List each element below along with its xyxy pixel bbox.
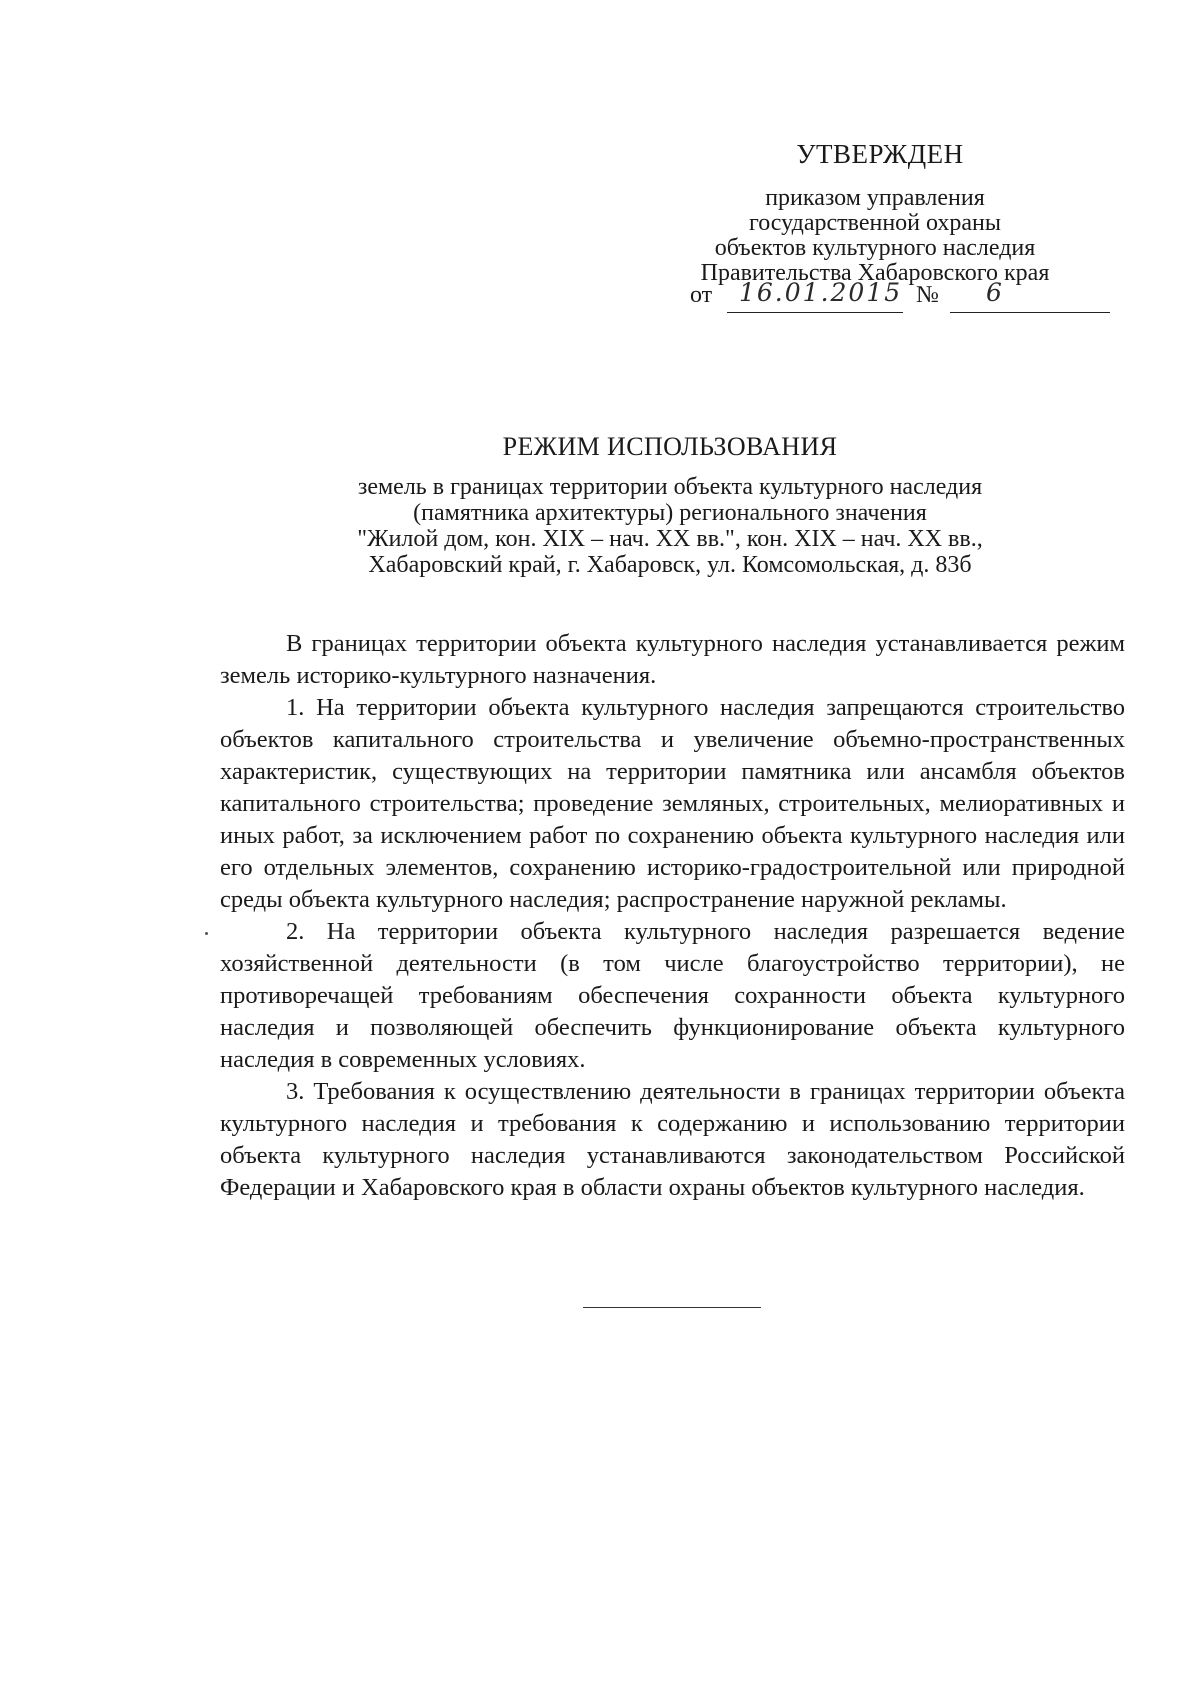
document-subtitle xyxy=(220,474,1120,578)
document-body xyxy=(220,628,1125,1204)
subtitle-line: земель в границах территории объекта культурного наследия xyxy=(357,474,983,500)
document-heading xyxy=(220,432,1120,578)
subtitle-line: "Жилой дом, кон. XIX – нач. XX вв.", кон. XIX – нач. XX вв., xyxy=(357,526,983,552)
subtitle-line: (памятника архитектуры) регионального значения xyxy=(413,500,927,526)
paragraph-item-1: 1. На территории объекта культурного наследия запрещаются строительство объектов капитального строительства и увеличение объемно-пространственных характеристик, существующих на территории памятника или ансамбля объектов капитального строительства; проведение земляных, строительных, мелиоративных и иных работ, за исключением работ по сохранению объекта культурного наследия или его отдельных элементов, сохранению историко-градостроительной или природной среды объекта культурного наследия; распространение наружной рекламы. xyxy=(220,694,1125,913)
scan-artifact-dot xyxy=(205,932,208,935)
end-of-document-rule xyxy=(583,1307,761,1308)
order-date-number-row xyxy=(690,278,1110,318)
date-label: от xyxy=(690,282,713,308)
approval-issuer xyxy=(660,186,1090,286)
approval-line: приказом управления xyxy=(765,185,985,211)
order-date-field xyxy=(727,278,903,313)
order-date-handwritten: 16.01.2015 xyxy=(739,278,903,307)
approval-line: государственной охраны xyxy=(748,210,1002,236)
paragraph-item-2: 2. На территории объекта культурного наследия разрешается ведение хозяйственной деятельности (в том числе благоустройство территории), не противоречащей требованиям обеспечения сохранности объекта культурного наследия и позволяющей обеспечить функционирование объекта культурного наследия в современных условиях. xyxy=(220,918,1125,1073)
approval-line: объектов культурного наследия xyxy=(714,235,1036,261)
approval-title: УТВЕРЖДЕН xyxy=(796,139,964,169)
order-number-field xyxy=(950,278,1110,313)
approval-block xyxy=(660,138,1090,286)
document-title: РЕЖИМ ИСПОЛЬЗОВАНИЯ xyxy=(502,432,838,461)
paragraph-item-3: 3. Требования к осуществлению деятельности в границах территории объекта культурного наследия и требования к содержанию и использованию территории объекта культурного наследия устанавливаются законодательством Российской Федерации и Хабаровского края в области охраны объектов культурного наследия. xyxy=(220,1078,1125,1201)
order-number-handwritten: 6 xyxy=(986,278,1002,307)
number-label: № xyxy=(916,282,939,308)
paragraph-intro: В границах территории объекта культурного наследия устанавливается режим земель историко-культурного назначения. xyxy=(220,630,1125,689)
subtitle-line: Хабаровский край, г. Хабаровск, ул. Комсомольская, д. 83б xyxy=(368,552,972,578)
approval-line: Правительства Хабаровского края xyxy=(700,260,1050,286)
